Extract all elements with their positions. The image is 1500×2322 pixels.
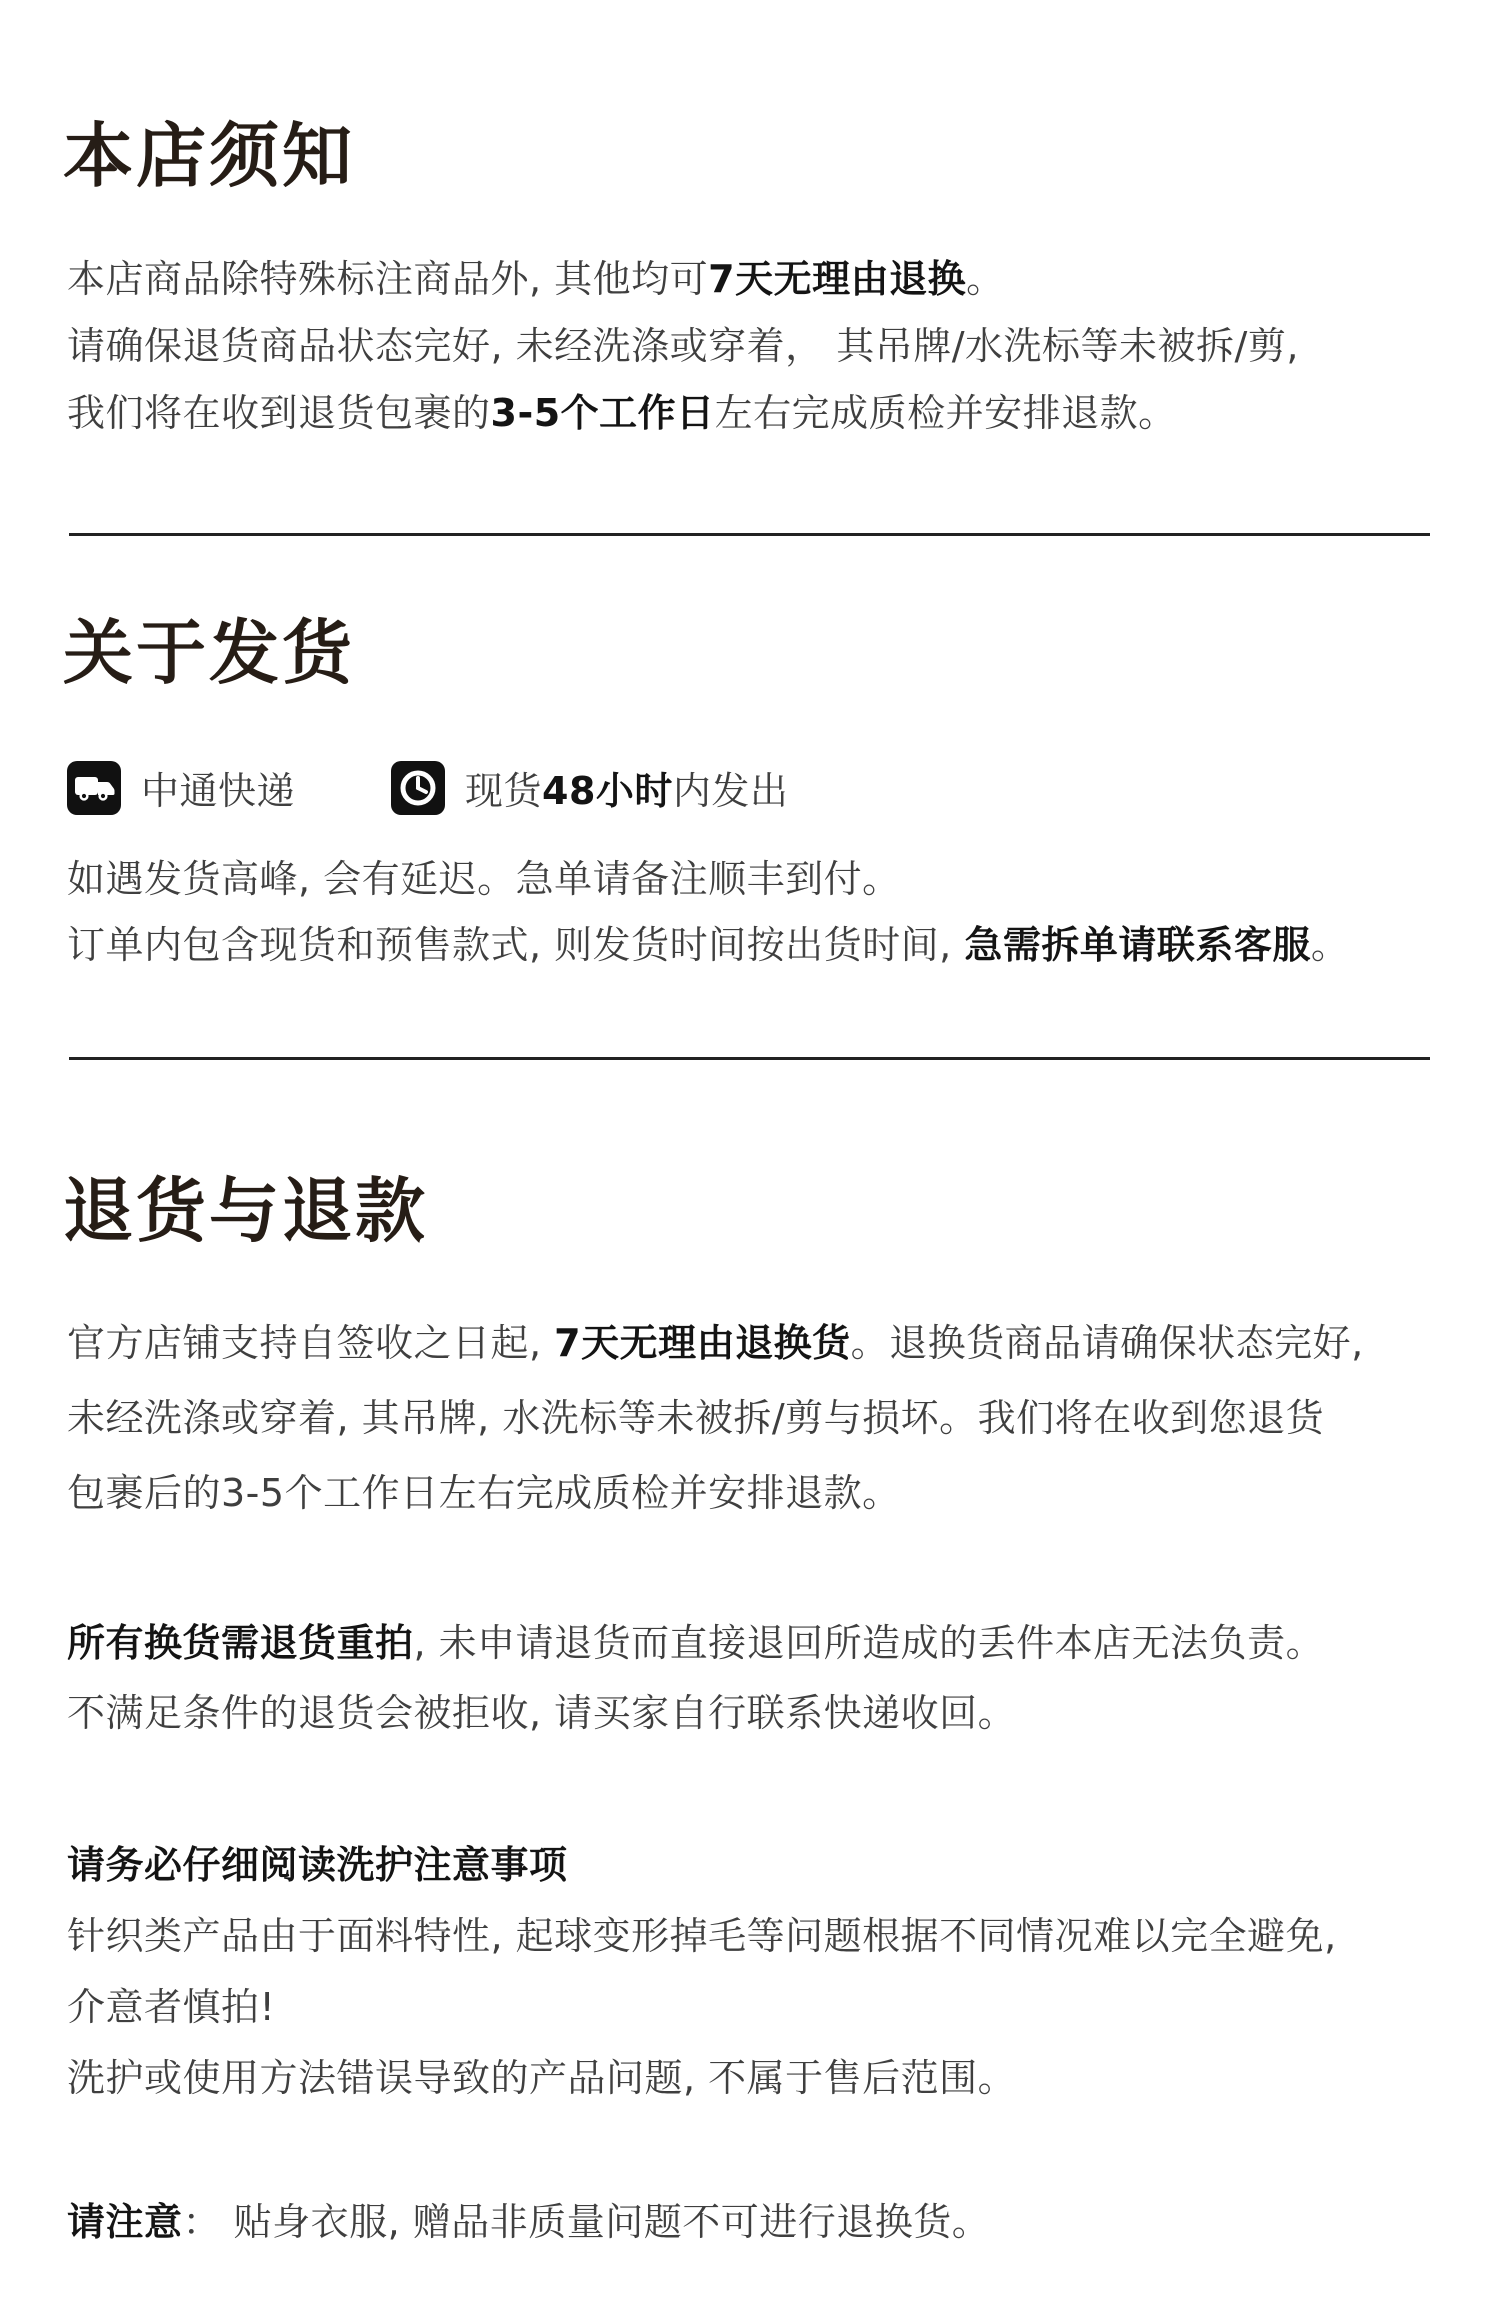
text-segment: 。 [1310, 923, 1350, 967]
returns-p1-line-1 [67, 1306, 1364, 1381]
text-segment: 介意者慎拍! [67, 1985, 276, 2029]
store-notice-line-2 [67, 313, 1299, 380]
text-segment: 左右完成质检并安排退款。 [714, 391, 1177, 435]
store-notice-line-3 [67, 380, 1299, 447]
courier-badge [67, 760, 295, 815]
text-segment: 。 [966, 257, 1005, 301]
returns-p3-line-1 [67, 1901, 1337, 1972]
section-title-store-notice: 本店须知 [63, 115, 355, 197]
text-segment: , 未申请退货而直接退回所造成的丢件本店无法负责。 [413, 1621, 1325, 1665]
dispatch-time-badge [391, 760, 788, 815]
returns-p2-line-2 [67, 1678, 1324, 1748]
store-notice-body [67, 246, 1299, 447]
text-segment-bold: 请务必仔细阅读洗护注意事项 [67, 1843, 568, 1887]
text-segment-bold: 急需拆单请联系客服 [964, 923, 1311, 967]
text-segment: 洗护或使用方法错误导致的产品问题, 不属于售后范围。 [67, 2056, 1017, 2100]
text-segment: 请确保退货商品状态完好, 未经洗涤或穿着， 其吊牌/水洗标等未被拆/剪, [67, 324, 1299, 368]
text-segment-bold: 3-5个工作日 [490, 391, 715, 435]
returns-p1-line-2 [67, 1381, 1364, 1456]
returns-p3-line-3 [67, 2043, 1337, 2114]
text-segment-bold: 7天无理由退换货 [554, 1321, 851, 1365]
text-segment: 如遇发货高峰, 会有延迟。急单请备注顺丰到付。 [67, 857, 901, 901]
text-segment: 官方店铺支持自签收之日起, [67, 1321, 555, 1365]
text-segment: 不满足条件的退货会被拒收, 请买家自行联系快递收回。 [67, 1691, 1017, 1735]
returns-paragraph-exchange [67, 1608, 1324, 1748]
text-segment: ： 贴身衣服, 赠品非质量问题不可进行退换货。 [182, 2200, 991, 2244]
dispatch-time-label [465, 760, 788, 815]
text-segment: 包裹后的3-5个工作日左右完成质检并安排退款。 [67, 1471, 901, 1515]
text-segment: 本店商品除特殊标注商品外, 其他均可 [67, 257, 709, 301]
clock-icon [391, 761, 445, 815]
text-segment: 。退换货商品请确保状态完好, [850, 1321, 1364, 1365]
returns-p3-heading [67, 1830, 1337, 1901]
shipping-body [67, 846, 1349, 978]
truck-icon [67, 761, 121, 815]
text-segment-bold: 所有换货需退货重拍 [67, 1621, 414, 1665]
returns-p4-line-1 [67, 2198, 990, 2246]
courier-label: 中通快递 [141, 769, 296, 813]
text-segment: 订单内包含现货和预售款式, 则发货时间按出货时间, [67, 923, 965, 967]
text-segment: 我们将在收到退货包裹的 [67, 391, 491, 435]
shipping-badges-row [67, 760, 788, 815]
text-segment-bold: 7天无理由退换 [708, 257, 967, 301]
text-segment: 现货 [465, 769, 543, 813]
section-title-shipping: 关于发货 [63, 612, 355, 694]
text-segment-bold: 请注意 [67, 2200, 183, 2244]
returns-paragraph-care [67, 1830, 1337, 2114]
store-notice-line-1 [67, 246, 1299, 313]
returns-p2-line-1 [67, 1608, 1324, 1678]
text-segment: 针织类产品由于面料特性, 起球变形掉毛等问题根据不同情况难以完全避免, [67, 1914, 1337, 1958]
text-segment: 未经洗涤或穿着, 其吊牌, 水洗标等未被拆/剪与损坏。我们将在收到您退货 [67, 1396, 1325, 1440]
shipping-line-1 [67, 846, 1349, 912]
returns-paragraph-note [67, 2198, 990, 2246]
text-segment: 内发出 [672, 769, 789, 813]
returns-p3-line-2 [67, 1972, 1337, 2043]
shipping-line-2 [67, 912, 1349, 978]
section-title-returns: 退货与退款 [63, 1170, 428, 1252]
returns-p1-line-3 [67, 1456, 1364, 1531]
section-divider [69, 533, 1430, 536]
text-segment-bold: 48小时 [542, 769, 673, 813]
section-divider [69, 1057, 1430, 1060]
returns-paragraph-policy [67, 1306, 1364, 1531]
